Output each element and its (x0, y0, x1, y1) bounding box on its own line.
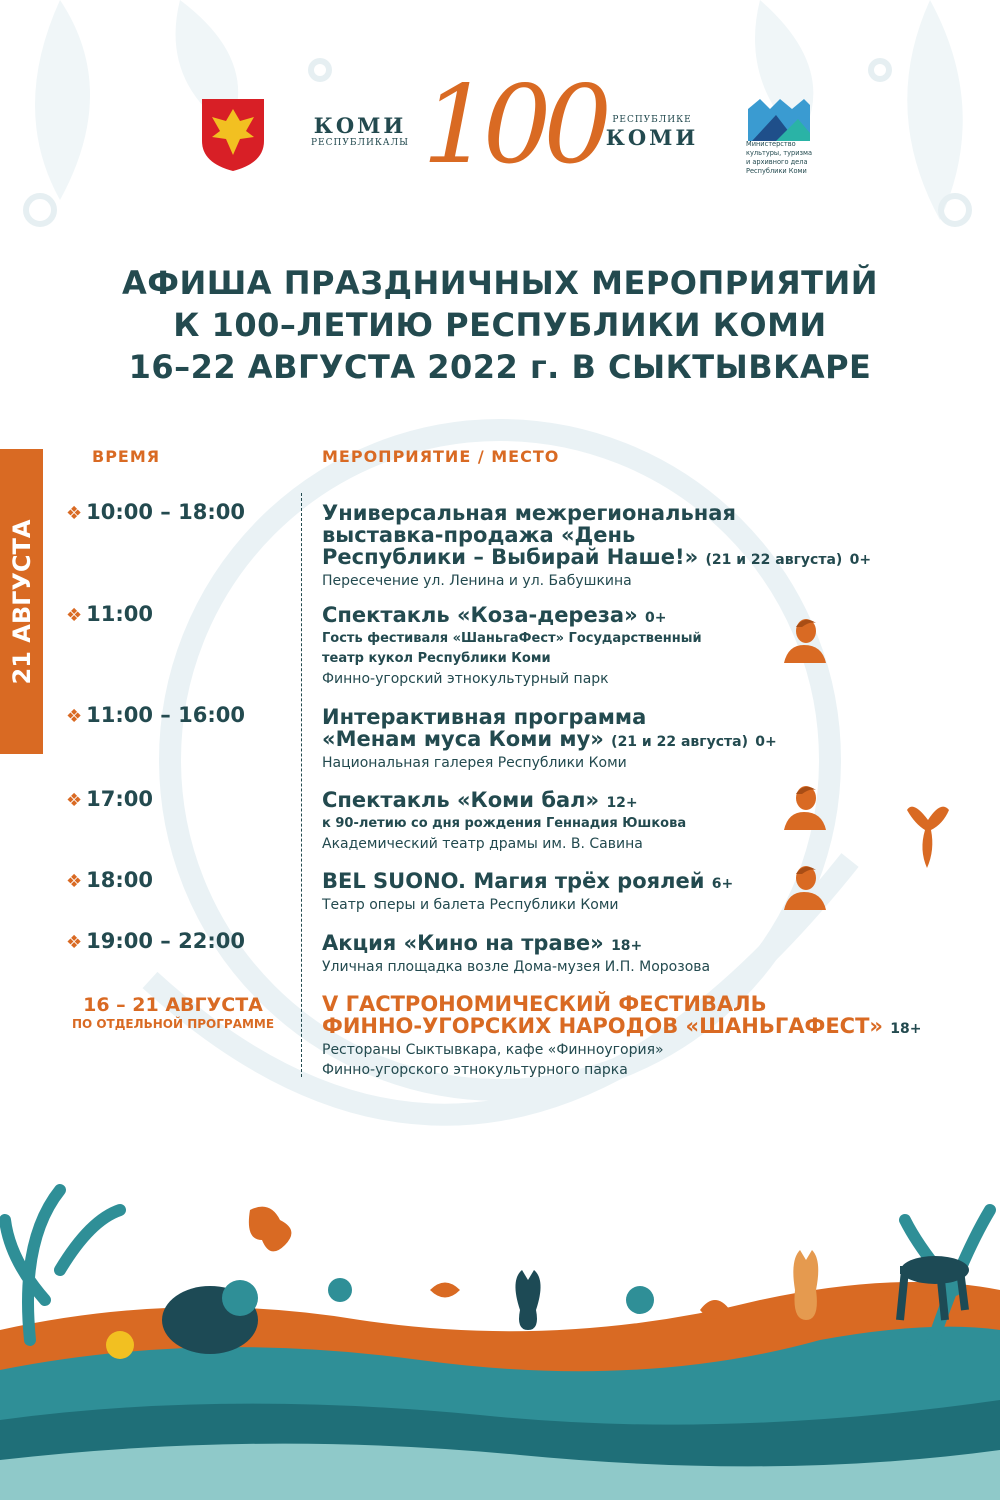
event-title-line: V ГАСТРОНОМИЧЕСКИЙ ФЕСТИВАЛЬ (322, 992, 767, 1016)
portrait-bust-icon (780, 615, 828, 663)
event-place: Уличная площадка возле Дома-музея И.П. Морозова (322, 959, 711, 975)
event-item (322, 870, 733, 915)
dashed-divider (301, 493, 302, 1077)
event-item (322, 706, 777, 773)
ministry-line: и архивного дела (746, 158, 808, 166)
event-item (322, 932, 710, 977)
event-title-line: «Менам муса Коми му» (322, 727, 604, 751)
portrait-bust-icon (780, 782, 828, 830)
bullet-ornament-icon: ❖ (66, 605, 83, 626)
portrait-bust-icon (780, 862, 828, 910)
event-place: Театр оперы и балета Республики Коми (322, 897, 619, 913)
event-title-line: выставка-продажа «День (322, 523, 636, 547)
event-time-text: 17:00 (86, 787, 153, 811)
event-place: Национальная галерея Республики Коми (322, 755, 627, 771)
event-title (322, 502, 871, 571)
event-time (66, 929, 245, 953)
age-rating: 0+ (644, 610, 667, 626)
title-line-1: АФИША ПРАЗДНИЧНЫХ МЕРОПРИЯТИЙ (121, 264, 879, 302)
event-title-text: BEL SUONO. Магия трёх роялей (322, 869, 705, 893)
date-tab (0, 449, 43, 754)
column-header-event: МЕРОПРИЯТИЕ / МЕСТО (322, 447, 560, 466)
age-rating: 0+ (755, 734, 777, 750)
event-title (322, 932, 710, 957)
event-time-text: 11:00 (86, 602, 153, 626)
bullet-ornament-icon: ❖ (66, 503, 83, 524)
event-title-line: Республики – Выбирай Наше!» (322, 545, 699, 569)
ministry-line: культуры, туризма (746, 149, 813, 157)
event-time-text: 18:00 (86, 868, 153, 892)
event-subtitle: театр кукол Республики Коми (322, 651, 551, 666)
event-time-text: 10:00 – 18:00 (86, 500, 245, 524)
bullet-ornament-icon: ❖ (66, 932, 83, 953)
date-tab-label: 21 АВГУСТА (7, 519, 36, 684)
event-subtitle: к 90-летию со дня рождения Геннадия Юшкова (322, 816, 687, 831)
bird-ornament-icon (905, 800, 951, 870)
event-item (322, 789, 686, 854)
event-time (66, 868, 153, 892)
logo-text-respublike: РЕСПУБЛИКЕ (612, 115, 692, 125)
logo-text-komi-left: КОМИ (313, 113, 407, 138)
bullet-ornament-icon: ❖ (66, 790, 83, 811)
age-rating: 6+ (711, 876, 734, 892)
event-time-text: 11:00 – 16:00 (86, 703, 245, 727)
age-rating: 12+ (606, 795, 638, 811)
event-date-range-text: 16 – 21 АВГУСТА (83, 994, 263, 1016)
event-time (66, 602, 153, 626)
column-header-time: ВРЕМЯ (92, 447, 161, 466)
event-title (322, 870, 733, 895)
event-title-text: Акция «Кино на траве» (322, 931, 604, 955)
komi-respublikaly-logo (304, 113, 416, 148)
bullet-ornament-icon: ❖ (66, 706, 83, 727)
logo-text-respublikaly: РЕСПУБЛИКАЛЫ (311, 138, 409, 148)
title-line-2: К 100–ЛЕТИЮ РЕСПУБЛИКИ КОМИ (173, 306, 827, 344)
ministry-line: Министерство (746, 140, 796, 148)
event-title-line: Интерактивная программа (322, 705, 647, 729)
event-title (322, 993, 922, 1040)
poster-title (0, 262, 1000, 388)
event-place: Академический театр драмы им. В. Савина (322, 836, 643, 852)
event-title (322, 604, 702, 629)
age-rating: 0+ (849, 552, 872, 568)
event-title-line: ФИННО-УГОРСКИХ НАРОДОВ «ШАНЬГАФЕСТ» (322, 1014, 883, 1038)
event-note: (21 и 22 августа) (705, 552, 843, 568)
event-place: Финно-угорский этнокультурный парк (322, 671, 609, 687)
event-note: (21 и 22 августа) (611, 734, 748, 750)
age-rating: 18+ (611, 938, 643, 954)
ministry-name (746, 140, 866, 176)
event-place: Финно-угорского этнокультурного парка (322, 1062, 628, 1078)
event-item (322, 502, 871, 591)
event-time (66, 787, 153, 811)
event-item (322, 604, 702, 689)
event-subtitle: Гость фестиваля «ШаньгаФест» Государственный (322, 631, 702, 646)
event-title-text: Спектакль «Коза-дереза» (322, 603, 638, 627)
event-item (322, 993, 922, 1080)
event-time (66, 500, 245, 524)
event-time (66, 703, 245, 727)
event-title (322, 706, 777, 753)
ministry-logo-icon (746, 95, 812, 143)
event-time-text: 19:00 – 22:00 (86, 929, 245, 953)
bullet-ornament-icon: ❖ (66, 871, 83, 892)
event-title-line: Универсальная межрегиональная (322, 501, 736, 525)
event-place: Пересечение ул. Ленина и ул. Бабушкина (322, 573, 632, 589)
ministry-line: Республики Коми (746, 167, 807, 175)
event-place: Рестораны Сыктывкара, кафе «Финноугория» (322, 1042, 664, 1058)
logo-text-komi-right: КОМИ (605, 125, 699, 150)
footer-landscape-illustration (0, 1180, 1000, 1500)
title-line-3: 16–22 АВГУСТА 2022 г. В СЫКТЫВКАРЕ (128, 348, 872, 386)
age-rating: 18+ (890, 1021, 922, 1037)
coat-of-arms-icon (200, 97, 266, 173)
anniversary-100: 100 (422, 63, 605, 188)
header (0, 55, 1000, 205)
event-title-text: Спектакль «Коми бал» (322, 788, 600, 812)
event-title (322, 789, 686, 814)
event-date-range (66, 994, 280, 1032)
event-date-note: ПО ОТДЕЛЬНОЙ ПРОГРАММЕ (71, 1017, 275, 1031)
respublike-komi-logo (594, 115, 710, 150)
